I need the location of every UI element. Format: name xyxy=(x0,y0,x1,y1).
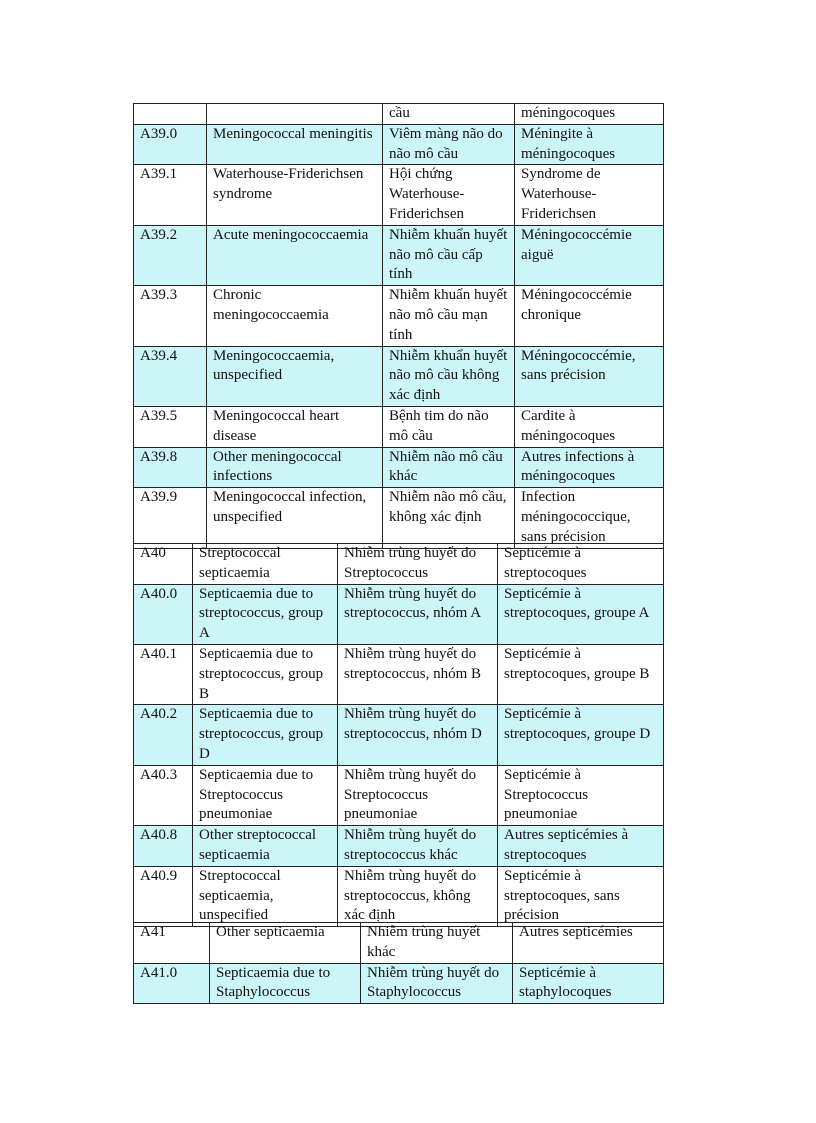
english-term-cell xyxy=(207,104,383,125)
english-term-cell: Other septicaemia xyxy=(210,923,361,964)
english-term-cell: Streptococcal septicaemia, unspecified xyxy=(193,866,338,926)
french-term-cell: méningocoques xyxy=(515,104,664,125)
icd-code-cell: A39.5 xyxy=(134,406,207,447)
english-term-cell: Meningococcaemia, unspecified xyxy=(207,346,383,406)
vietnamese-term-cell: Nhiễm trùng huyết do streptococcus, nhóm B xyxy=(338,644,498,704)
table-row xyxy=(134,104,664,125)
vietnamese-term-cell: cầu xyxy=(383,104,515,125)
icd-code-cell: A40.3 xyxy=(134,765,193,825)
french-term-cell: Méningococcémie, sans précision xyxy=(515,346,664,406)
english-term-cell: Acute meningococcaemia xyxy=(207,225,383,285)
french-term-cell: Septicémie à staphylocoques xyxy=(513,963,664,1004)
vietnamese-term-cell: Nhiễm trùng huyết do streptococcus, nhóm A xyxy=(338,584,498,644)
icd-code-cell: A39.4 xyxy=(134,346,207,406)
table-row xyxy=(134,826,664,867)
vietnamese-term-cell: Viêm màng não do não mô cầu xyxy=(383,124,515,165)
table-row xyxy=(134,963,664,1004)
english-term-cell: Meningococcal meningitis xyxy=(207,124,383,165)
french-term-cell: Méningococcémie aiguë xyxy=(515,225,664,285)
icd-code-cell: A40.1 xyxy=(134,644,193,704)
french-term-cell: Autres septicémies xyxy=(513,923,664,964)
english-term-cell: Septicaemia due to Streptococcus pneumoniae xyxy=(193,765,338,825)
vietnamese-term-cell: Nhiễm trùng huyết khác xyxy=(361,923,513,964)
vietnamese-term-cell: Bệnh tim do não mô cầu xyxy=(383,406,515,447)
table-row xyxy=(134,644,664,704)
vietnamese-term-cell: Nhiễm não mô cầu, không xác định xyxy=(383,488,515,548)
icd-code-cell: A39.9 xyxy=(134,488,207,548)
vietnamese-term-cell: Nhiễm não mô cầu khác xyxy=(383,447,515,488)
icd-code-cell: A39.2 xyxy=(134,225,207,285)
french-term-cell: Infection méningococcique, sans précision xyxy=(515,488,664,548)
french-term-cell: Méningococcémie chronique xyxy=(515,286,664,346)
english-term-cell: Septicaemia due to streptococcus, group A xyxy=(193,584,338,644)
english-term-cell: Chronic meningococcaemia xyxy=(207,286,383,346)
table-row xyxy=(134,705,664,765)
vietnamese-term-cell: Nhiễm khuẩn huyết não mô cầu không xác định xyxy=(383,346,515,406)
french-term-cell: Méningite à méningocoques xyxy=(515,124,664,165)
french-term-cell: Septicémie à streptocoques, groupe D xyxy=(498,705,664,765)
vietnamese-term-cell: Nhiễm khuẩn huyết não mô cầu mạn tính xyxy=(383,286,515,346)
icd-code-cell: A40.0 xyxy=(134,584,193,644)
english-term-cell: Septicaemia due to Staphylococcus xyxy=(210,963,361,1004)
french-term-cell: Septicémie à streptocoques, groupe B xyxy=(498,644,664,704)
icd-code-cell xyxy=(134,104,207,125)
vietnamese-term-cell: Nhiễm trùng huyết do Staphylococcus xyxy=(361,963,513,1004)
table-row xyxy=(134,544,664,585)
french-term-cell: Septicémie à Streptococcus pneumoniae xyxy=(498,765,664,825)
table-row xyxy=(134,346,664,406)
icd-table-a40 xyxy=(133,543,664,927)
table-row xyxy=(134,286,664,346)
english-term-cell: Meningococcal infection, unspecified xyxy=(207,488,383,548)
table-row xyxy=(134,866,664,926)
french-term-cell: Septicémie à streptocoques xyxy=(498,544,664,585)
english-term-cell: Other meningococcal infections xyxy=(207,447,383,488)
table-row xyxy=(134,447,664,488)
vietnamese-term-cell: Nhiễm trùng huyết do streptococcus, nhóm D xyxy=(338,705,498,765)
english-term-cell: Waterhouse-Friderichsen syndrome xyxy=(207,165,383,225)
french-term-cell: Autres infections à méningocoques xyxy=(515,447,664,488)
icd-code-cell: A40.8 xyxy=(134,826,193,867)
icd-code-cell: A40.9 xyxy=(134,866,193,926)
vietnamese-term-cell: Nhiễm khuẩn huyết não mô cầu cấp tính xyxy=(383,225,515,285)
french-term-cell: Syndrome de Waterhouse-Friderichsen xyxy=(515,165,664,225)
vietnamese-term-cell: Nhiễm trùng huyết do streptococcus, không xác định xyxy=(338,866,498,926)
icd-code-cell: A39.3 xyxy=(134,286,207,346)
table-row xyxy=(134,488,664,548)
english-term-cell: Meningococcal heart disease xyxy=(207,406,383,447)
icd-code-cell: A39.1 xyxy=(134,165,207,225)
french-term-cell: Septicémie à streptocoques, groupe A xyxy=(498,584,664,644)
vietnamese-term-cell: Nhiễm trùng huyết do Streptococcus pneumoniae xyxy=(338,765,498,825)
table-row xyxy=(134,765,664,825)
vietnamese-term-cell: Nhiễm trùng huyết do streptococcus khác xyxy=(338,826,498,867)
french-term-cell: Cardite à méningocoques xyxy=(515,406,664,447)
english-term-cell: Streptococcal septicaemia xyxy=(193,544,338,585)
vietnamese-term-cell: Hội chứng Waterhouse-Friderichsen xyxy=(383,165,515,225)
french-term-cell: Autres septicémies à streptocoques xyxy=(498,826,664,867)
english-term-cell: Other streptococcal septicaemia xyxy=(193,826,338,867)
table-row xyxy=(134,225,664,285)
icd-code-cell: A40.2 xyxy=(134,705,193,765)
icd-table-a41 xyxy=(133,922,664,1004)
icd-code-cell: A40 xyxy=(134,544,193,585)
icd-code-cell: A39.8 xyxy=(134,447,207,488)
vietnamese-term-cell: Nhiễm trùng huyết do Streptococcus xyxy=(338,544,498,585)
french-term-cell: Septicémie à streptocoques, sans précision xyxy=(498,866,664,926)
table-row xyxy=(134,124,664,165)
english-term-cell: Septicaemia due to streptococcus, group B xyxy=(193,644,338,704)
table-row xyxy=(134,923,664,964)
icd-code-cell: A41 xyxy=(134,923,210,964)
table-row xyxy=(134,165,664,225)
table-row xyxy=(134,584,664,644)
icd-code-cell: A41.0 xyxy=(134,963,210,1004)
icd-table-a39 xyxy=(133,103,664,549)
english-term-cell: Septicaemia due to streptococcus, group D xyxy=(193,705,338,765)
icd-code-cell: A39.0 xyxy=(134,124,207,165)
table-row xyxy=(134,406,664,447)
